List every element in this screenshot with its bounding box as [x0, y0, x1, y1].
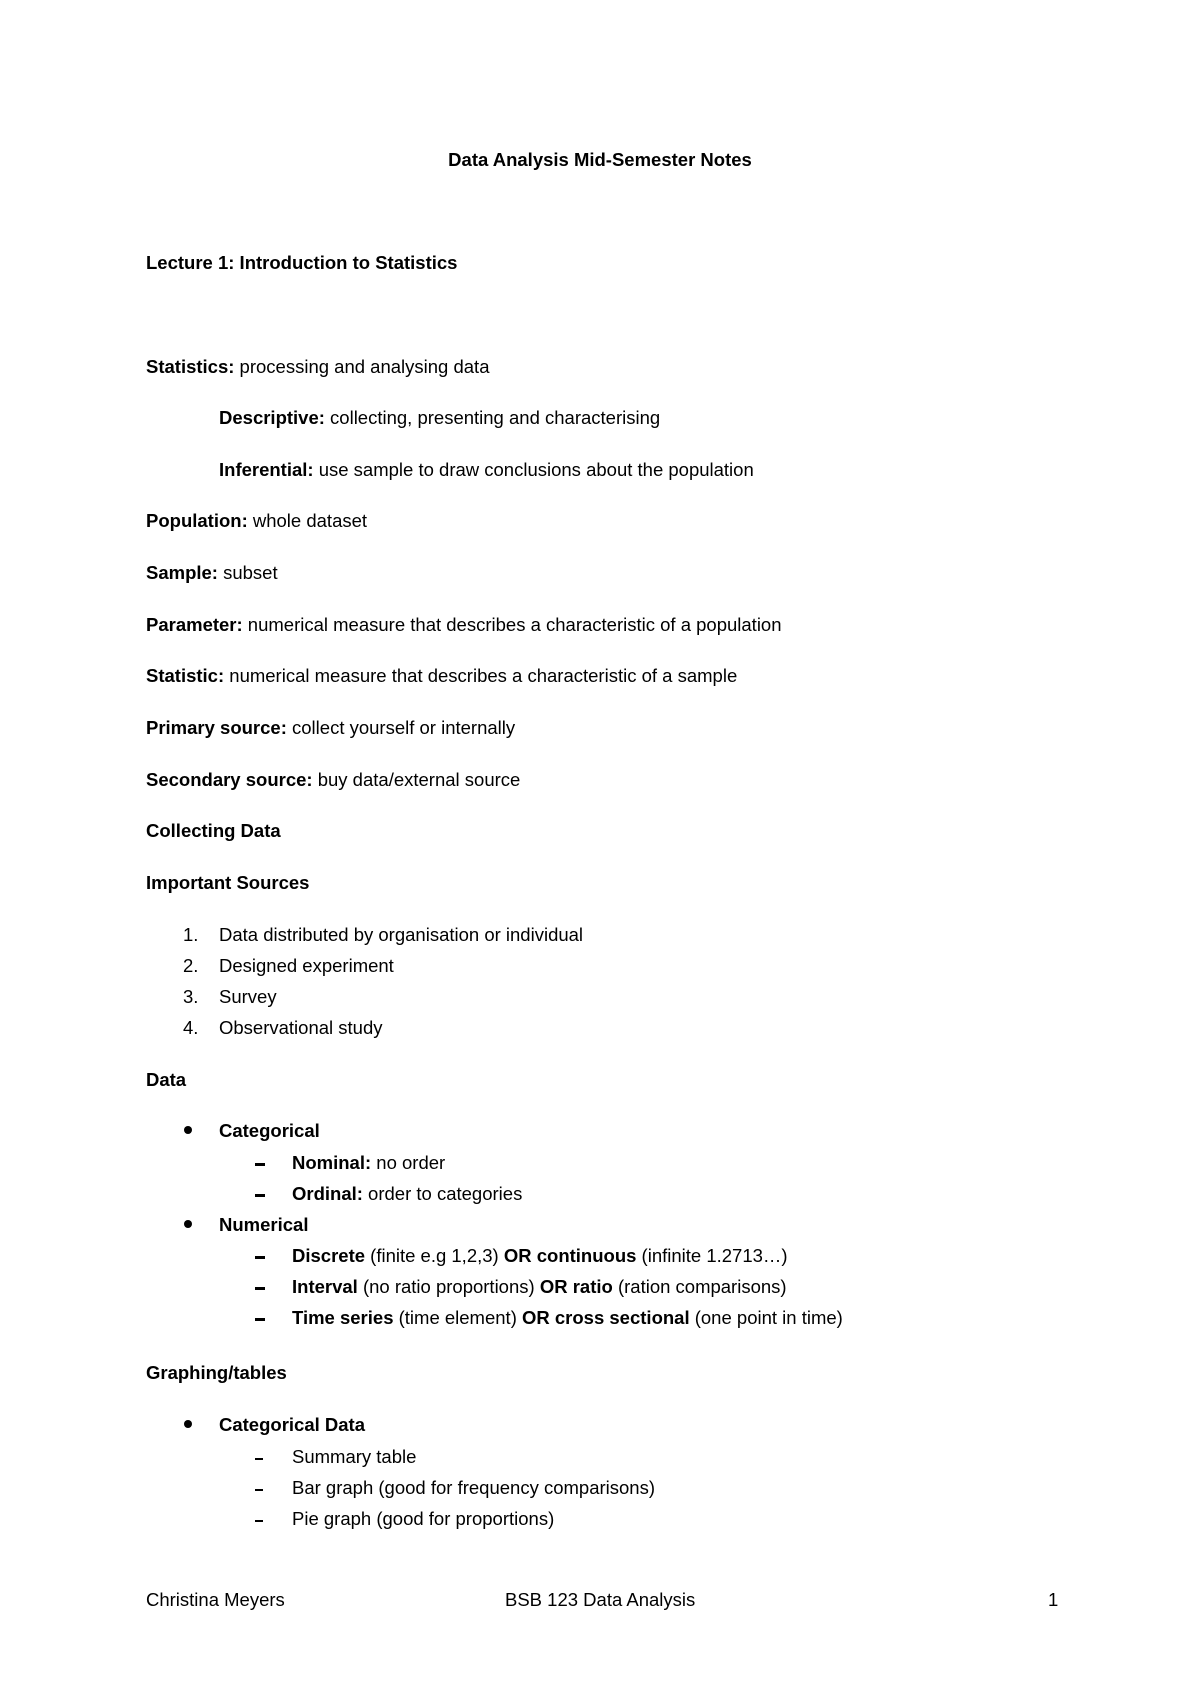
numerical-label: Numerical	[219, 1214, 309, 1235]
list-item: Survey	[219, 986, 277, 1007]
item-text: (ration comparisons)	[612, 1276, 787, 1297]
item-text: no order	[371, 1152, 446, 1173]
categorical-ordinal	[292, 1183, 522, 1205]
definition-statistics	[146, 356, 489, 378]
item-term: Time series	[292, 1307, 394, 1328]
definition-sample	[146, 562, 278, 584]
list-item: Designed experiment	[219, 955, 394, 976]
data-heading: Data	[146, 1069, 187, 1090]
item-term: OR cross sectional	[522, 1307, 690, 1328]
definition-term: Primary source:	[146, 717, 287, 738]
list-item: Data distributed by organisation or individual	[219, 924, 584, 945]
item-text: order to categories	[362, 1183, 523, 1204]
item-text: (finite e.g 1,2,3)	[365, 1245, 504, 1266]
collecting-heading: Collecting Data	[146, 820, 281, 841]
definition-term: Sample:	[146, 562, 218, 583]
numerical-interval	[292, 1276, 787, 1298]
graphing-heading: Graphing/tables	[146, 1362, 287, 1383]
footer-author: Christina Meyers	[146, 1589, 285, 1610]
item-term: Interval	[292, 1276, 358, 1297]
definition-parameter	[146, 614, 782, 636]
definition-term: Secondary source:	[146, 769, 313, 790]
definition-term: Statistics:	[146, 356, 235, 377]
item-text: (no ratio proportions)	[357, 1276, 540, 1297]
definition-term: Population:	[146, 510, 248, 531]
dash-icon	[255, 1458, 263, 1460]
definition-term: Statistic:	[146, 665, 225, 686]
definition-text: processing and analysing data	[234, 356, 490, 377]
categorical-data-label: Categorical Data	[219, 1414, 365, 1435]
list-item: Pie graph (good for proportions)	[292, 1508, 555, 1529]
bullet-icon	[184, 1420, 192, 1428]
item-term: Ordinal:	[292, 1183, 363, 1204]
sources-heading: Important Sources	[146, 872, 310, 893]
list-number: 2.	[183, 955, 199, 976]
numerical-discrete	[292, 1245, 788, 1267]
item-term: OR ratio	[539, 1276, 613, 1297]
list-item: Summary table	[292, 1446, 417, 1467]
definition-text: buy data/external source	[312, 769, 521, 790]
definition-text: whole dataset	[247, 510, 368, 531]
definition-descriptive	[219, 407, 660, 429]
dash-icon	[255, 1287, 265, 1290]
categorical-label: Categorical	[219, 1120, 320, 1141]
definition-text: collecting, presenting and characterising	[324, 407, 661, 428]
bullet-icon	[184, 1220, 192, 1228]
definition-term: Inferential:	[219, 459, 314, 480]
list-number: 1.	[183, 924, 199, 945]
list-item: Observational study	[219, 1017, 383, 1038]
definition-statistic	[146, 665, 737, 687]
bullet-icon	[184, 1126, 192, 1134]
item-text: (infinite 1.2713…)	[636, 1245, 788, 1266]
definition-population	[146, 510, 367, 532]
dash-icon	[255, 1194, 265, 1197]
definition-text: numerical measure that describes a characteristic of a sample	[224, 665, 738, 686]
dash-icon	[255, 1256, 265, 1259]
footer-page-number: 1	[1048, 1589, 1059, 1610]
numerical-time-series	[292, 1307, 843, 1329]
item-term: Nominal:	[292, 1152, 372, 1173]
list-number: 4.	[183, 1017, 199, 1038]
definition-inferential	[219, 459, 754, 481]
document-title: Data Analysis Mid-Semester Notes	[448, 149, 752, 170]
definition-text: subset	[217, 562, 278, 583]
dash-icon	[255, 1163, 265, 1166]
definition-text: collect yourself or internally	[286, 717, 516, 738]
definition-text: use sample to draw conclusions about the population	[313, 459, 754, 480]
definition-term: Descriptive:	[219, 407, 325, 428]
definition-primary-source	[146, 717, 515, 739]
definition-text: numerical measure that describes a characteristic of a population	[242, 614, 782, 635]
definition-secondary-source	[146, 769, 520, 791]
lecture-heading: Lecture 1: Introduction to Statistics	[146, 252, 458, 273]
item-term: OR continuous	[503, 1245, 637, 1266]
dash-icon	[255, 1489, 263, 1491]
definition-term: Parameter:	[146, 614, 243, 635]
item-text: (time element)	[393, 1307, 522, 1328]
list-number: 3.	[183, 986, 199, 1007]
dash-icon	[255, 1520, 263, 1522]
item-term: Discrete	[292, 1245, 366, 1266]
dash-icon	[255, 1318, 265, 1321]
list-item: Bar graph (good for frequency comparisons)	[292, 1477, 655, 1498]
categorical-nominal	[292, 1152, 445, 1174]
footer-course: BSB 123 Data Analysis	[505, 1589, 696, 1610]
item-text: (one point in time)	[689, 1307, 843, 1328]
